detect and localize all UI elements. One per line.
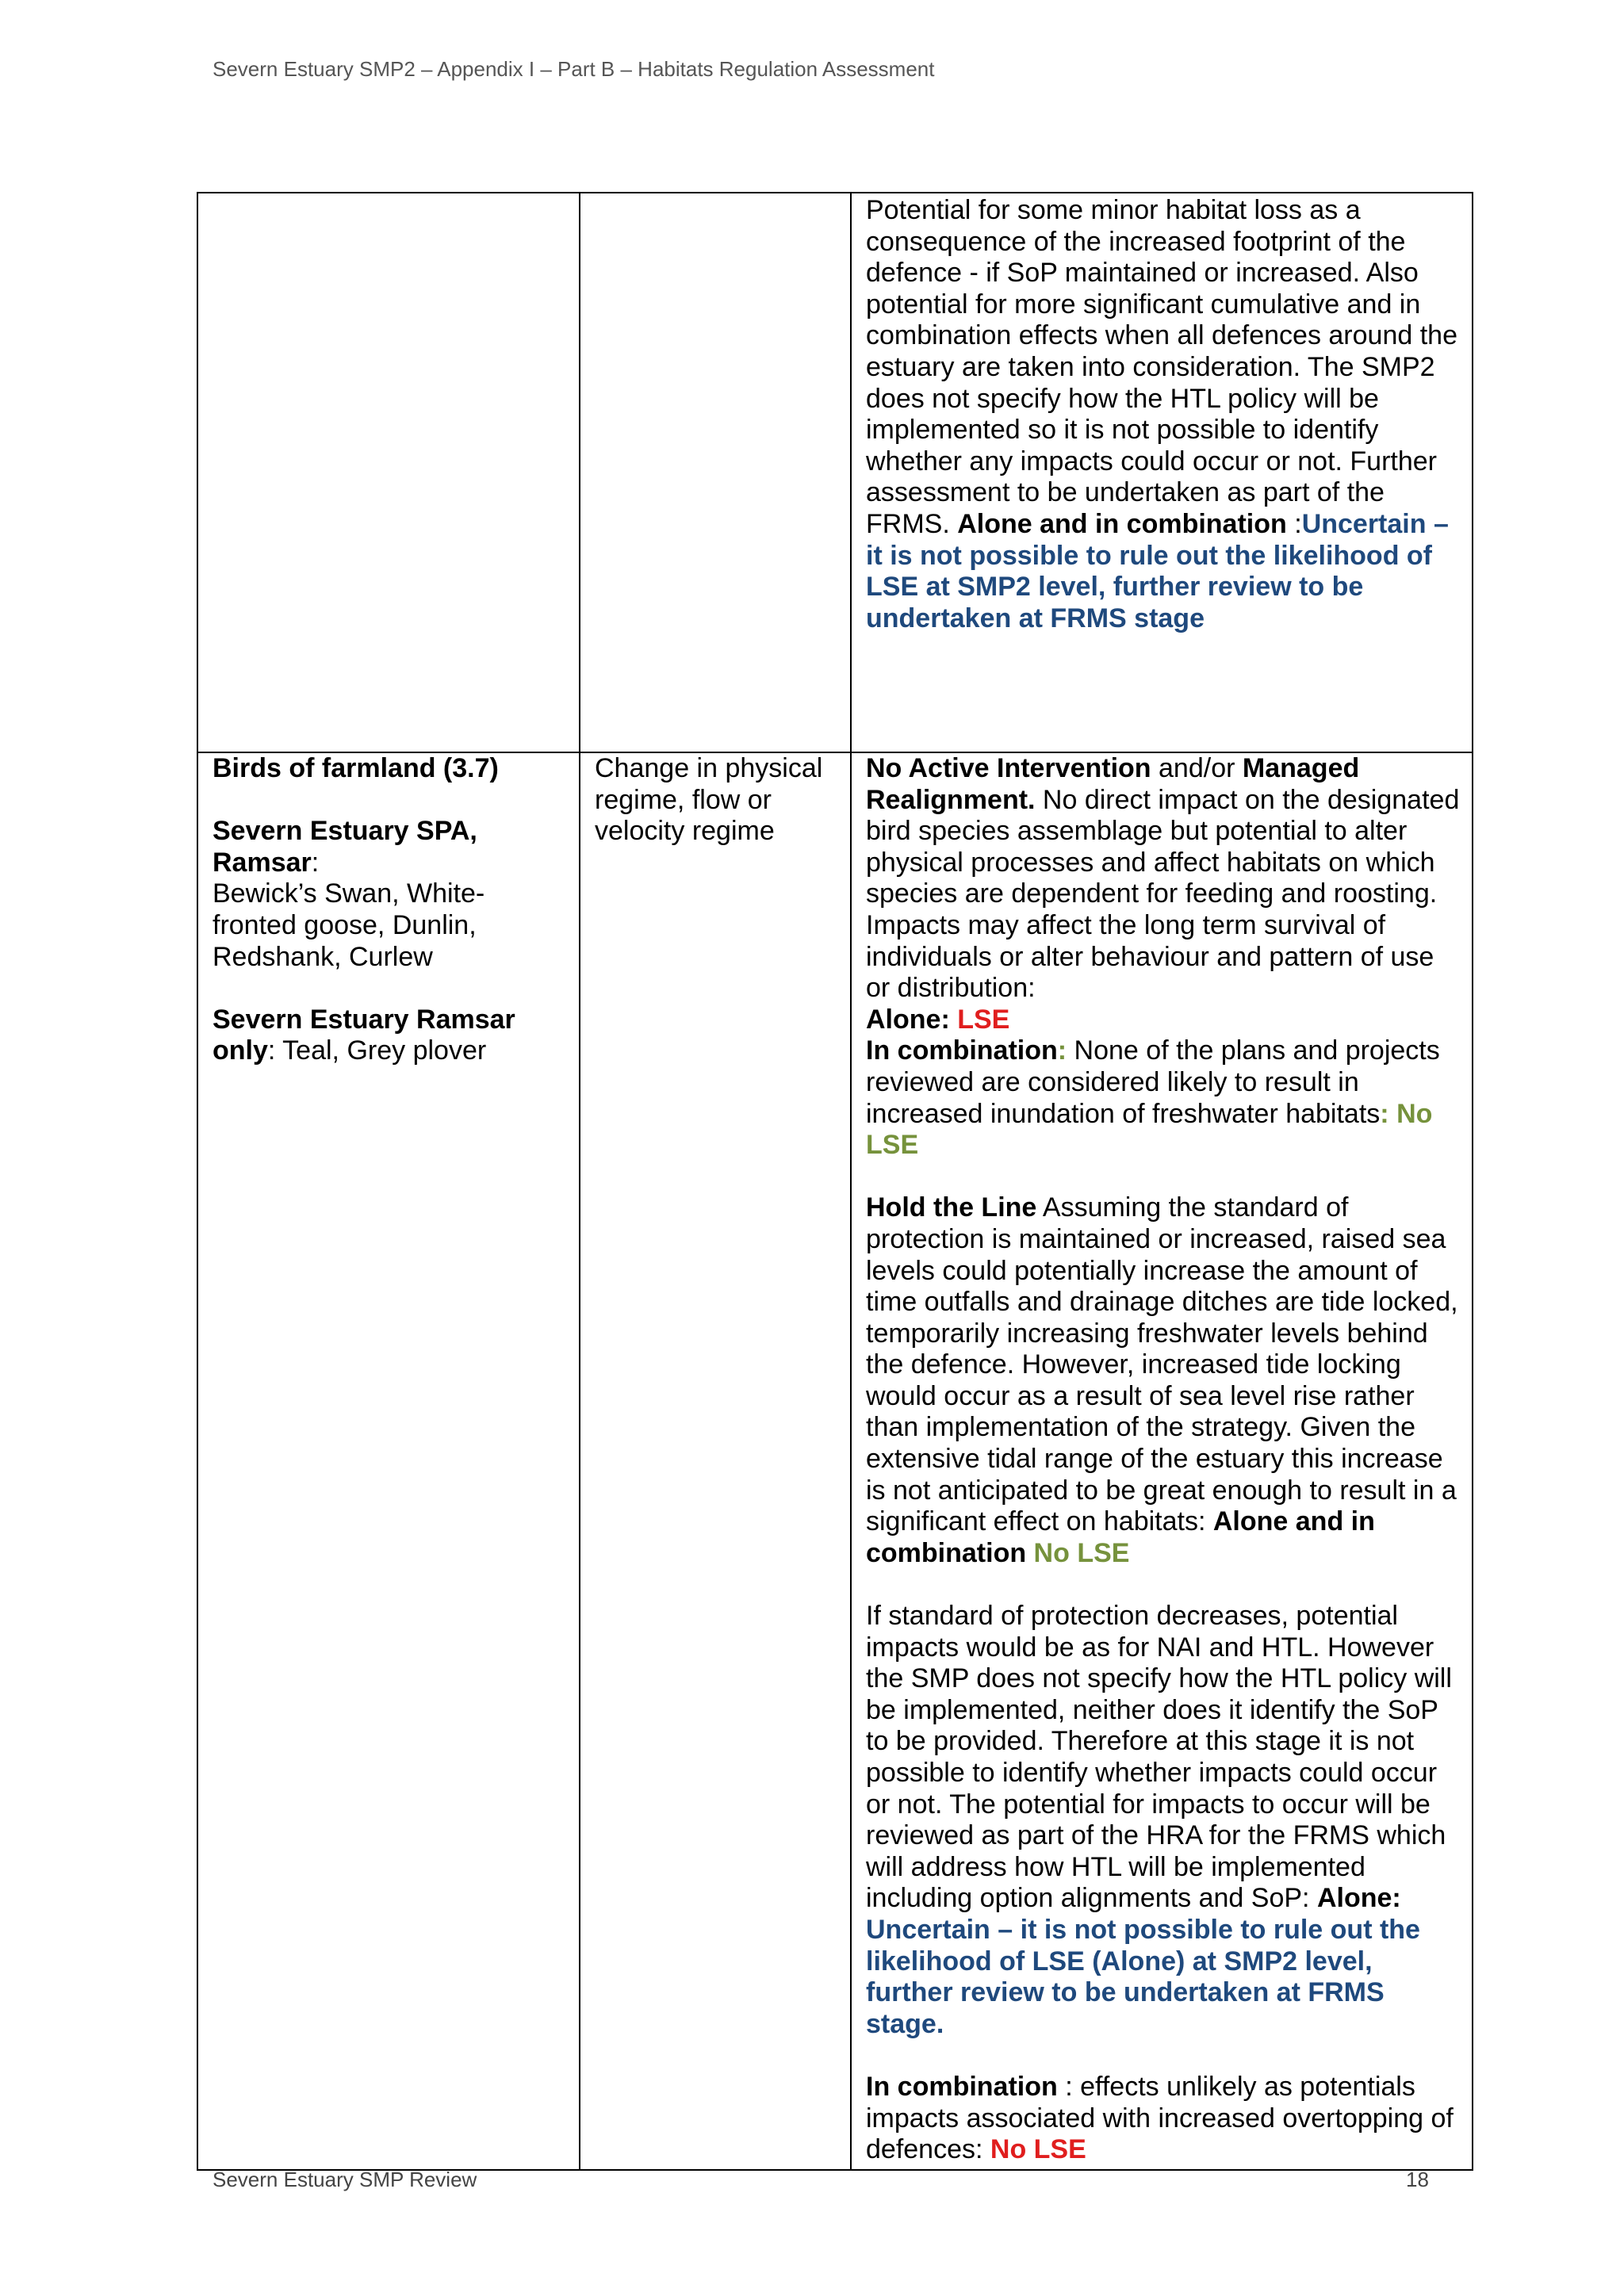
assessment-cell — [851, 752, 1473, 2170]
pathway-cell — [580, 752, 851, 2170]
footer-title: Severn Estuary SMP Review — [213, 2168, 477, 2191]
alone-line — [866, 1004, 1462, 1036]
pathway-cell — [580, 193, 851, 752]
htl-paragraph — [866, 1192, 1462, 1569]
final-in-combination-paragraph — [866, 2072, 1462, 2166]
sop-paragraph — [866, 1601, 1462, 2040]
ramsar-designation — [213, 1004, 565, 1067]
assessment-cell — [851, 193, 1473, 752]
page-header: Severn Estuary SMP2 – Appendix I – Part B – Habitats Regulation Assessment — [213, 57, 935, 81]
uncertain-verdict: Uncertain – it is not possible to rule out the likelihood of LSE (Alone) at SMP2 level, further review to be undertaken at FRMS stage. — [866, 1914, 1420, 2039]
table-row — [197, 752, 1473, 2170]
no-lse-verdict: No LSE — [1026, 1537, 1130, 1568]
nai-label: No Active Intervention — [866, 753, 1151, 783]
assessment-text: Potential for some minor habitat loss as a consequence of the increased footprint of the defence - if SoP maintained or increased. Also potential for more significant cumulative and in combination effects when all defences around the estuary are taken into consideration. The SMP2 does not specify how the HTL policy will be implemented so it is not possible to identify whether any impacts could occur or not. Further assessment to be undertaken as part of the FRMS. — [866, 195, 1457, 539]
table-row — [197, 193, 1473, 752]
in-combination-paragraph: In combination: None of the plans and projects reviewed are considered likely to result in increased inundation of freshwater habitats: No LSE — [866, 1035, 1440, 1161]
in-combination-label: In combination — [866, 1035, 1058, 1066]
sop-alone-label: Alone: — [1316, 1883, 1401, 1914]
in-combination-text: None of the plans and projects reviewed are considered likely to result in increased inundation of freshwater habitats — [866, 1035, 1440, 1129]
mr-label: Managed Realignment. — [866, 753, 1360, 815]
spa-species: Bewick’s Swan, White-fronted goose, Dunlin, Redshank, Curlew — [213, 878, 485, 972]
separator: : — [1286, 508, 1302, 539]
final-in-combination-text: : effects unlikely as potentials impacts associated with increased overtopping of defences: — [866, 2071, 1454, 2165]
pathway-text: Change in physical regime, flow or velocity regime — [595, 753, 823, 847]
feature-cell — [197, 752, 580, 2170]
feature-title: Birds of farmland (3.7) — [213, 753, 499, 783]
uncertain-verdict: Uncertain – it is not possible to rule out the likelihood of LSE at SMP2 level, further review to be undertaken at FRMS stage — [866, 508, 1449, 633]
no-lse-verdict: : No LSE — [866, 1098, 1433, 1161]
no-lse-verdict: No LSE — [990, 2134, 1086, 2165]
spa-designation: Severn Estuary SPA, Ramsar: Bewick’s Swan, White-fronted goose, Dunlin, Redshank, Curlew — [213, 816, 485, 972]
nai-paragraph: No Active Intervention and/or Managed Realignment. No direct impact on the designated bird species assemblage but potential to alter physical processes and affect habitats on which species are dependent for feeding and roosting. Impacts may affect the long term survival of individuals or alter behaviour and pattern of use or distribution: — [866, 753, 1460, 1004]
hra-table — [197, 192, 1473, 2171]
feature-cell — [197, 193, 580, 752]
nai-text: No direct impact on the designated bird species assemblage but potential to alter physical processes and affect habitats on which species are dependent for feeding and roosting. Impacts may affect the long term survival of individuals or alter behaviour and pattern of use or distribution: — [866, 784, 1460, 1004]
in-combination-label: In combination — [866, 2071, 1058, 2102]
sop-text: If standard of protection decreases, potential impacts would be as for NAI and HTL. However the SMP does not specify how the HTL policy will be implemented, neither does it identify the SoP to be provided. Therefore at this stage it is not possible to identify whether impacts could occur or not. The potential for impacts to occur will be reviewed as part of the HRA for the FRMS which will address how HTL will be implemented including option alignments and SoP: — [866, 1601, 1452, 1914]
htl-label: Hold the Line — [866, 1192, 1037, 1223]
ramsar-label: Severn Estuary Ramsar only — [213, 1004, 515, 1066]
page-number: 18 — [1406, 2168, 1429, 2191]
ramsar-species: : Teal, Grey plover — [267, 1035, 487, 1066]
htl-text: Assuming the standard of protection is maintained or increased, raised sea levels could potentially increase the amount of time outfalls and drainage ditches are tide locked, temporarily increasing freshwater levels behind the defence. However, increased tide locking would occur as a result of sea level rise rather than implementation of the strategy. Given the extensive tidal range of the estuary this increase is not anticipated to be great enough to result in a significant effect on habitats: — [866, 1192, 1458, 1537]
alone-label: Alone: — [866, 1004, 958, 1035]
lse-verdict: LSE — [957, 1004, 1010, 1035]
spa-label: Severn Estuary SPA, Ramsar — [213, 816, 477, 878]
htl-alone-label: Alone and in combination — [866, 1506, 1375, 1568]
alone-in-combination-label: Alone and in combination — [957, 508, 1287, 539]
